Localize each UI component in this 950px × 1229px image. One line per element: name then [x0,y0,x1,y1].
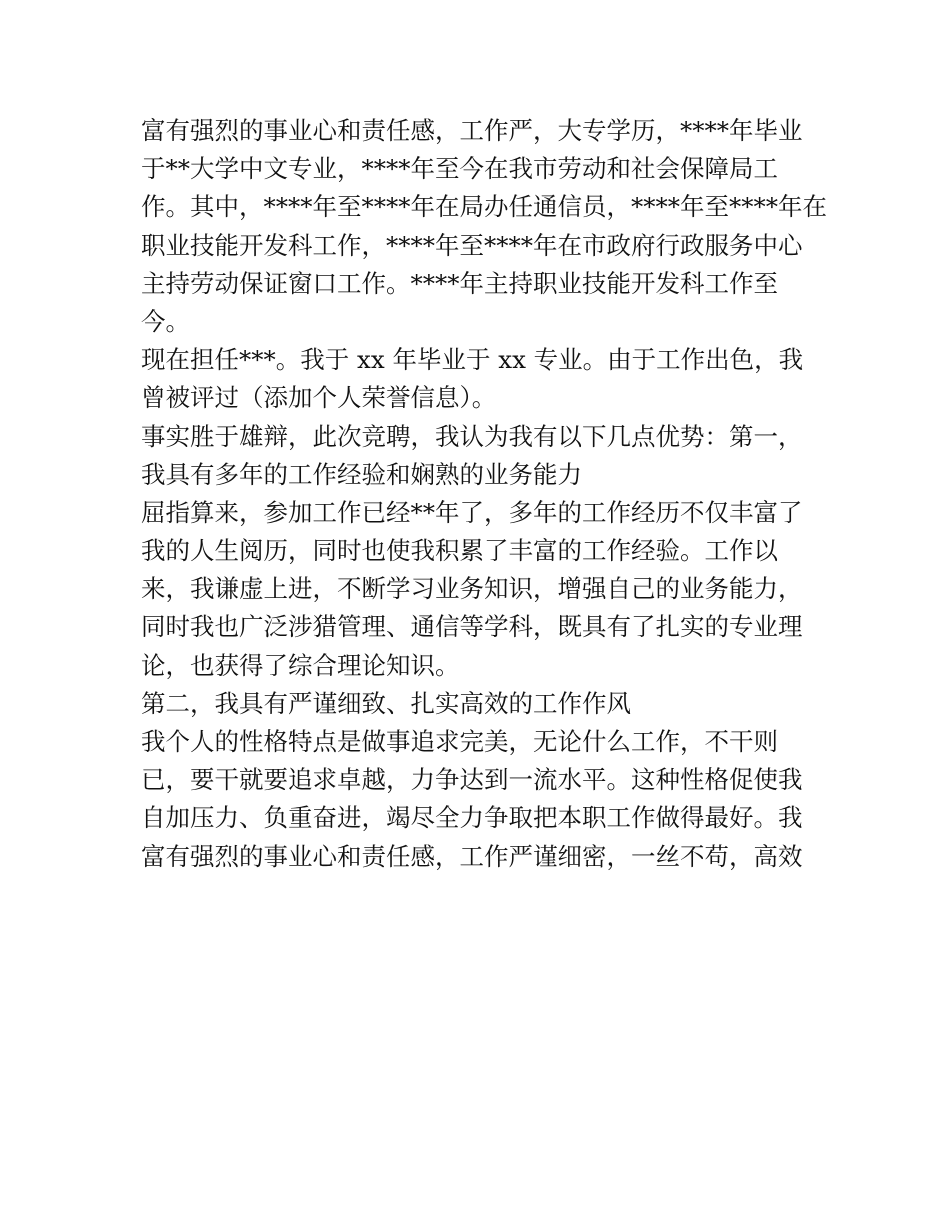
text-line: 富有强烈的事业心和责任感，工作严谨细密，一丝不苟，高效 [141,841,803,871]
text-line: 于**大学中文专业，****年至今在我市劳动和社会保障局工 [141,154,778,184]
text-line: 现在担任***。我于 xx 年毕业于 xx 专业。由于工作出色，我 [141,345,804,375]
text-line: 屈指算来，参加工作已经**年了，多年的工作经历不仅丰富了 [141,497,803,527]
text-line: 我具有多年的工作经验和娴熟的业务能力 [141,459,582,489]
document-body [141,112,827,876]
text-line: 论，也获得了综合理论知识。 [141,650,460,680]
text-line: 主持劳动保证窗口工作。****年主持职业技能开发科工作至 [141,268,778,298]
text-line: 作。其中，****年至****年在局办任通信员，****年至****年在 [141,192,827,222]
text-line: 我的人生阅历，同时也使我积累了丰富的工作经验。工作以 [141,536,778,566]
text-line: 富有强烈的事业心和责任感，工作严，大专学历，****年毕业 [141,116,803,145]
text-line: 自加压力、负重奋进，竭尽全力争取把本职工作做得最好。我 [141,803,803,833]
text-line: 今。 [141,306,190,336]
text-line: 已，要干就要追求卓越，力争达到一流水平。这种性格促使我 [141,765,803,795]
text-line: 事实胜于雄辩，此次竞聘，我认为我有以下几点优势：第一， [141,421,803,451]
text-line: 同时我也广泛涉猎管理、通信等学科，既具有了扎实的专业理 [141,612,803,642]
text-line: 曾被评过（添加个人荣誉信息）。 [141,383,497,413]
text-line: 职业技能开发科工作，****年至****年在市政府行政服务中心 [141,230,803,260]
text-line: 第二，我具有严谨细致、扎实高效的工作作风 [141,688,631,718]
text-line: 来，我谦虚上进，不断学习业务知识，增强自己的业务能力， [141,574,803,604]
text-line: 我个人的性格特点是做事追求完美，无论什么工作，不干则 [141,727,778,756]
